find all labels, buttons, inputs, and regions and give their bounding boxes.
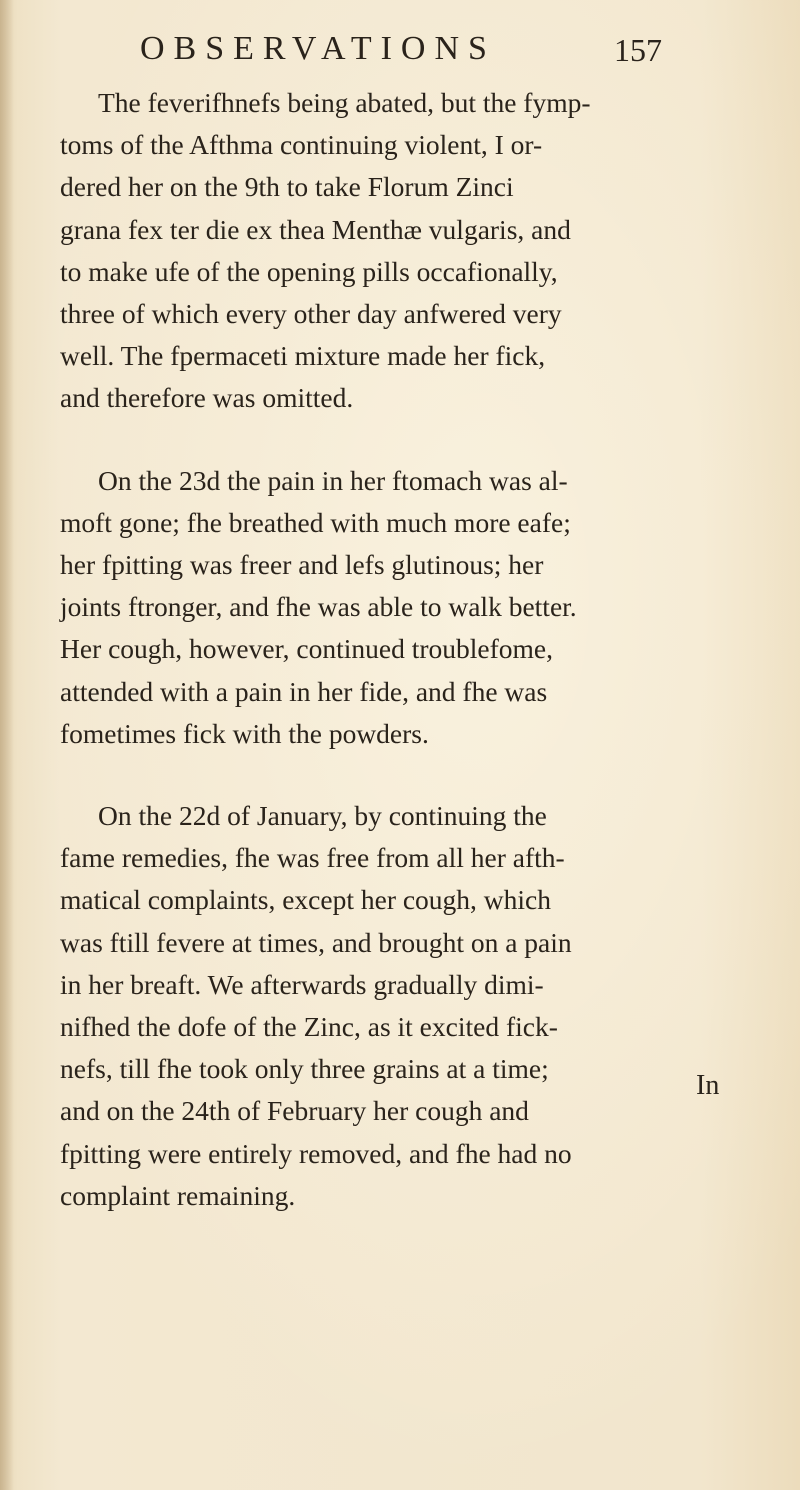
paragraph-3 — [60, 795, 760, 1217]
paragraph-gap — [60, 755, 760, 795]
page-header — [0, 22, 800, 72]
catchword: In — [696, 1070, 720, 1101]
running-head: OBSERVATIONS — [140, 30, 496, 67]
text-line: dered her on the 9th to take Florum Zinci — [60, 171, 514, 203]
text-line: The feverifhnefs being abated, but the fymp- — [98, 87, 591, 118]
paragraph-1 — [60, 82, 760, 420]
text-line: toms of the Afthma continuing violent, I or- — [60, 129, 543, 161]
text-line: complaint remaining. — [60, 1179, 296, 1211]
text-line: fame remedies, fhe was free from all her afth- — [60, 842, 565, 874]
paragraph-2 — [60, 460, 760, 755]
text-line: fometimes fick with the powders. — [60, 717, 429, 749]
text-line: and on the 24th of February her cough and — [60, 1095, 529, 1127]
text-line: nifhed the dofe of the Zinc, as it excited fick- — [60, 1011, 558, 1043]
text-line: well. The fpermaceti mixture made her fick, — [60, 340, 546, 372]
text-line: On the 22d of January, by continuing the — [98, 800, 547, 832]
text-line: joints ftronger, and fhe was able to walk better. — [60, 591, 577, 623]
page-number: 157 — [614, 32, 662, 68]
text-line: fpitting were entirely removed, and fhe had no — [60, 1137, 572, 1169]
text-line: to make ufe of the opening pills occafionally, — [60, 255, 558, 287]
paragraph-gap — [60, 420, 760, 460]
text-line: three of which every other day anfwered very — [60, 298, 562, 330]
text-line: matical complaints, except her cough, which — [60, 884, 552, 916]
text-line: and therefore was omitted. — [60, 382, 354, 414]
text-line: moft gone; fhe breathed with much more eafe; — [60, 506, 571, 538]
body-text — [60, 82, 760, 1217]
text-line: Her cough, however, continued troublefome, — [60, 633, 553, 665]
text-line: attended with a pain in her fide, and fhe was — [60, 675, 548, 707]
text-line: grana fex ter die ex thea Menthæ vulgaris, and — [60, 213, 571, 245]
text-line: her fpitting was freer and lefs glutinous; her — [60, 549, 544, 581]
text-line: was ftill fevere at times, and brought on a pain — [60, 926, 572, 958]
text-line: On the 23d the pain in her ftomach was al- — [98, 464, 568, 496]
text-line: in her breaft. We afterwards gradually dimi- — [60, 968, 544, 1000]
page-gutter-shadow — [0, 0, 14, 1490]
text-line: nefs, till fhe took only three grains at a time; — [60, 1053, 549, 1085]
